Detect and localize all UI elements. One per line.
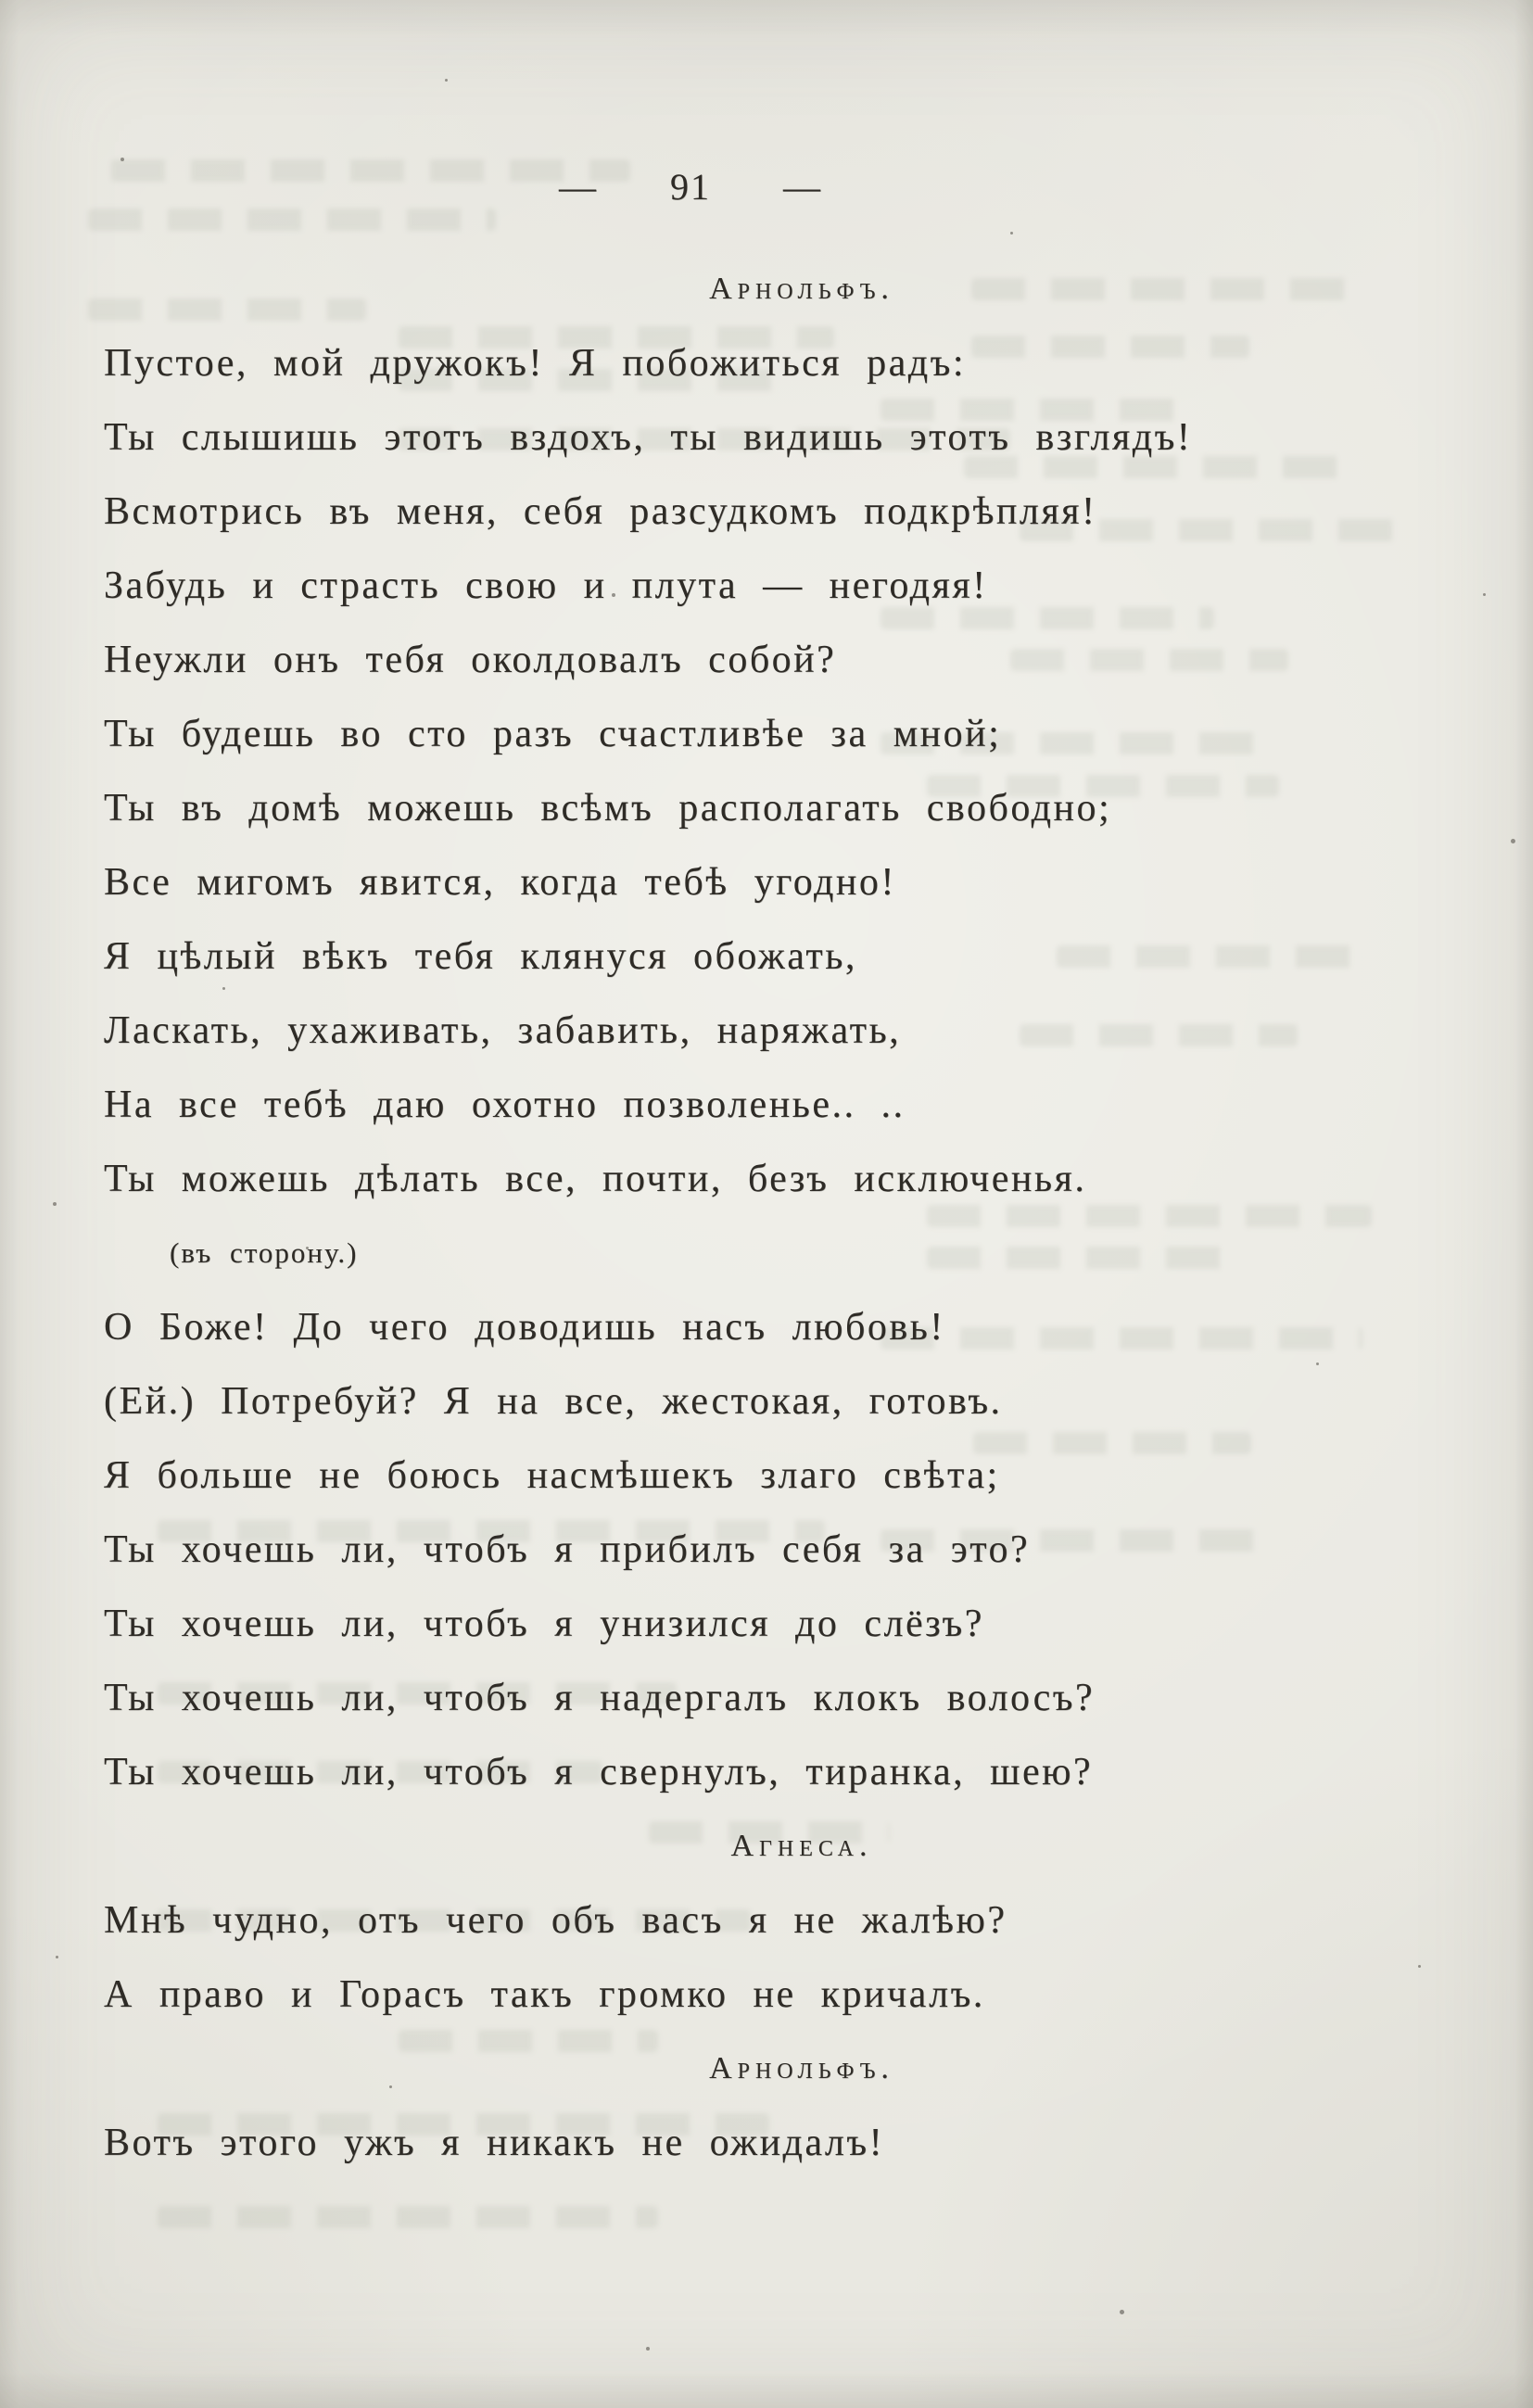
verse-line: Вотъ этого ужъ я никакъ не ожидалъ! (104, 2122, 885, 2164)
bleedthrough-smudge (88, 209, 496, 231)
verse-line: Пустое, мой дружокъ! Я побожиться радъ: (104, 342, 967, 385)
verse-line: Ты хочешь ли, чтобъ я свернулъ, тиранка, шею? (104, 1751, 1094, 1793)
verse-line: Всмотрись въ меня, себя разсудкомъ подкрѣпляя! (104, 490, 1097, 533)
paper-speck (1483, 593, 1486, 596)
verse-line: Ты можешь дѣлать все, почти, безъ исключенья. (104, 1158, 1087, 1200)
speaker-heading: Агнеса. (730, 1829, 873, 1863)
stage-direction: (въ сторону.) (170, 1236, 359, 1269)
paper-speck (646, 2347, 650, 2351)
text-block (104, 252, 1429, 2180)
verse-line: Неужли онъ тебя околдовалъ собой? (104, 639, 837, 681)
paper-speck (1010, 232, 1013, 234)
page-number: — 91 — (559, 166, 822, 208)
verse-line: Ты хочешь ли, чтобъ я прибилъ себя за это? (104, 1528, 1031, 1571)
verse-line: О Боже! До чего доводишь насъ любовь! (104, 1306, 945, 1349)
verse-line: Забудь и страсть свою и плута — негодяя! (104, 564, 988, 607)
verse-line: Ты будешь во сто разъ счастливѣе за мной; (104, 713, 1002, 755)
verse-line: На все тебѣ даю охотно позволенье.. .. (104, 1084, 906, 1126)
bleedthrough-smudge (158, 2206, 658, 2228)
verse-line: А право и Горасъ такъ громко не кричалъ. (104, 1973, 985, 2016)
speaker-heading: Арнольфъ. (709, 272, 894, 306)
verse-line: Ласкать, ухаживать, забавить, наряжать, (104, 1009, 902, 1052)
paper-speck (120, 158, 124, 161)
paper-speck (1511, 839, 1515, 843)
verse-line: Мнѣ чудно, отъ чего объ васъ я не жалѣю? (104, 1899, 1007, 1942)
verse-line: Все мигомъ явится, когда тебѣ угодно! (104, 861, 896, 904)
verse-line: Я больше не боюсь насмѣшекъ злаго свѣта; (104, 1454, 1000, 1497)
verse-line: Ты слышишь этотъ вздохъ, ты видишь этотъ взглядъ! (104, 416, 1193, 459)
verse-line: Ты въ домѣ можешь всѣмъ располагать свободно; (104, 787, 1112, 830)
paper-speck (53, 1202, 57, 1206)
verse-line: Ты хочешь ли, чтобъ я надергалъ клокъ волосъ? (104, 1677, 1096, 1719)
paper-speck (1120, 2310, 1124, 2314)
verse-line: Я цѣлый вѣкъ тебя клянуся обожать, (104, 935, 857, 978)
paper-speck (445, 79, 448, 82)
paper-speck (56, 1956, 58, 1958)
verse-line: Ты хочешь ли, чтобъ я унизился до слёзъ? (104, 1603, 984, 1645)
verse-line: (Ей.) Потребуй? Я на все, жестокая, готовъ. (104, 1380, 1003, 1423)
speaker-heading: Арнольфъ. (709, 2051, 894, 2085)
